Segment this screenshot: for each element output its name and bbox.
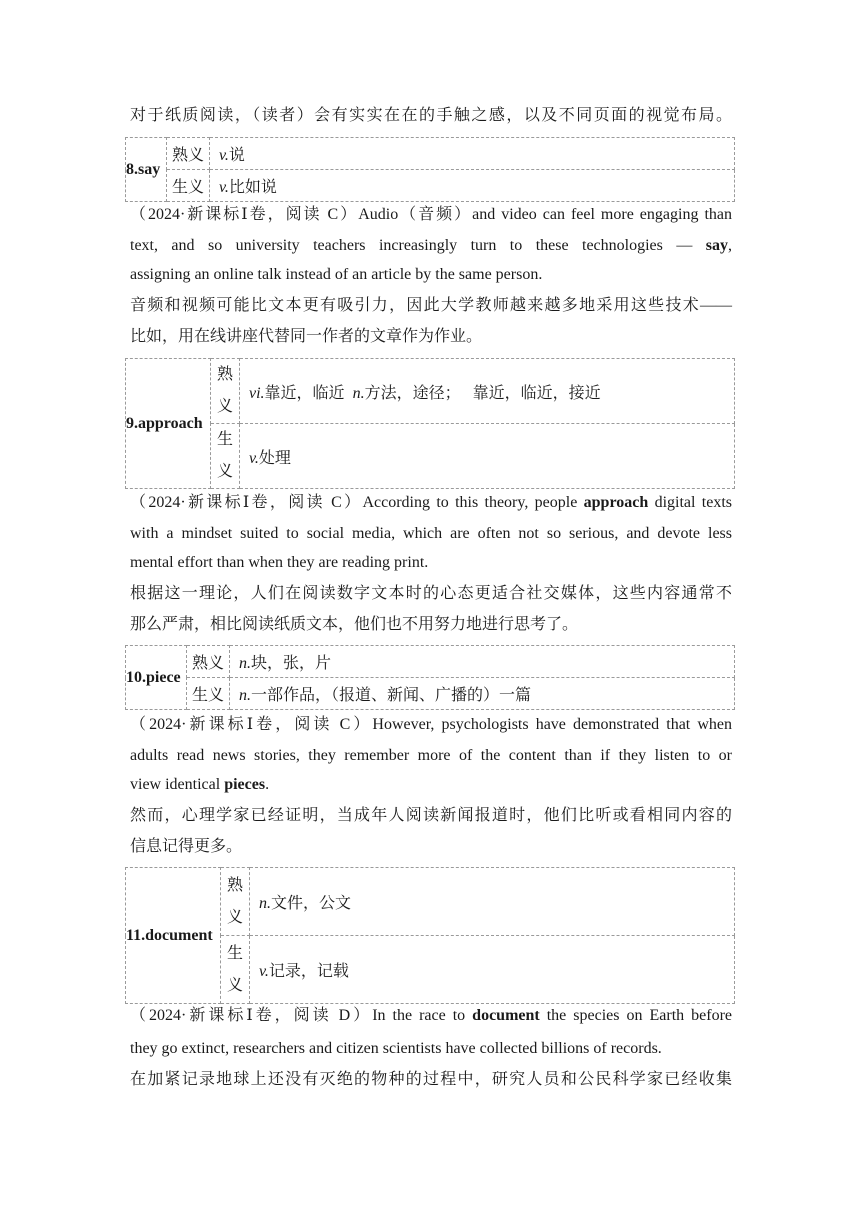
headword: 9.approach <box>126 359 211 489</box>
target-word: say <box>705 237 728 254</box>
translation-line: 然而，心理学家已经证明，当成年人阅读新闻报道时，他们比听或看相同内容的 <box>130 807 732 824</box>
vocab-table-document <box>125 867 735 1004</box>
target-word: document <box>472 1007 540 1024</box>
familiar-meaning: n.块，张，片 <box>230 646 735 678</box>
example-line: mental effort than when they are reading print. <box>130 554 429 571</box>
example-line: （2024·新课标Ⅰ卷，阅读 D）In the race to document the species on Earth before <box>130 1007 732 1024</box>
example-line: （2024·新课标Ⅰ卷，阅读 C）Audio（音频）and video can feel more engaging than <box>130 206 732 223</box>
vocab-table-approach <box>125 358 735 489</box>
new-meaning-label: 生义 <box>167 170 210 202</box>
example-line: text, and so university teachers increasingly turn to these technologies — say, <box>130 237 732 254</box>
headword: 11.document <box>126 868 221 1004</box>
familiar-meaning: v.说 <box>210 138 735 170</box>
new-meaning-label: 生义 <box>187 678 230 710</box>
translation-line: 音频和视频可能比文本更有吸引力，因此大学教师越来越多地采用这些技术—— <box>130 297 732 314</box>
familiar-meaning-label: 熟 义 <box>211 359 240 424</box>
example-line: view identical pieces. <box>130 776 270 793</box>
new-meaning: v.处理 <box>240 424 735 489</box>
familiar-meaning-label: 熟义 <box>187 646 230 678</box>
intro-line: 对于纸质阅读，（读者）会有实实在在的手触之感，以及不同页面的视觉布局。 <box>130 107 732 124</box>
familiar-meaning: n.文件，公文 <box>250 868 735 936</box>
vocab-table-piece <box>125 645 735 710</box>
vocab-table-say <box>125 137 735 202</box>
translation-line: 那么严肃，相比阅读纸质文本，他们也不用努力地进行思考了。 <box>130 616 579 633</box>
new-meaning-label: 生 义 <box>211 424 240 489</box>
familiar-meaning-label: 熟 义 <box>221 868 250 936</box>
example-line: adults read news stories, they remember more of the content than if they listen to or <box>130 747 732 764</box>
headword: 8.say <box>126 138 167 202</box>
new-meaning: v.比如说 <box>210 170 735 202</box>
headword: 10.piece <box>126 646 187 710</box>
example-line: assigning an online talk instead of an article by the same person. <box>130 266 543 283</box>
translation-line: 在加紧记录地球上还没有灭绝的物种的过程中，研究人员和公民科学家已经收集 <box>130 1071 732 1088</box>
target-word: approach <box>583 494 649 511</box>
example-line: （2024·新课标Ⅰ卷，阅读 C）According to this theory, people approach digital texts <box>130 494 732 511</box>
new-meaning: v.记录，记载 <box>250 936 735 1004</box>
example-line: （2024·新课标Ⅰ卷，阅读 C）However, psychologists have demonstrated that when <box>130 716 732 733</box>
translation-line: 根据这一理论，人们在阅读数字文本时的心态更适合社交媒体，这些内容通常不 <box>130 585 732 602</box>
familiar-meaning: vi.靠近，临近 n.方法，途径； 靠近，临近，接近 <box>240 359 735 424</box>
translation-line: 比如，用在线讲座代替同一作者的文章作为作业。 <box>130 328 483 345</box>
new-meaning: n.一部作品，（报道、新闻、广播的）一篇 <box>230 678 735 710</box>
new-meaning-label: 生 义 <box>221 936 250 1004</box>
example-line: with a mindset suited to social media, which are often not so serious, and devote less <box>130 525 732 542</box>
example-line: they go extinct, researchers and citizen scientists have collected billions of records. <box>130 1040 662 1057</box>
familiar-meaning-label: 熟义 <box>167 138 210 170</box>
translation-line: 信息记得更多。 <box>130 838 243 855</box>
target-word: pieces <box>224 776 266 793</box>
